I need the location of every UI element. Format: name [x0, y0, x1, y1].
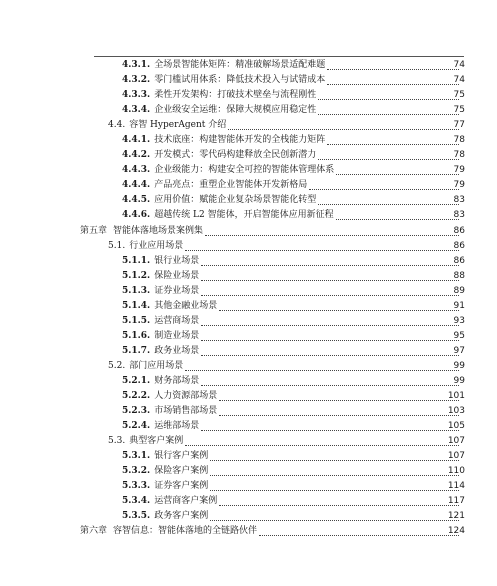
toc-entry-title: 企业级安全运维：保障大规模应用稳定性	[154, 105, 317, 116]
toc-entry[interactable]	[0, 193, 497, 208]
toc-entry-number: 5.3.1.	[122, 451, 151, 462]
toc-entry-heading	[122, 344, 461, 359]
toc-entry-number: 5.1.1.	[122, 255, 151, 266]
dot-leader	[201, 255, 459, 266]
toc-entry-number: 5.3.3.	[122, 481, 151, 492]
toc-entry[interactable]	[0, 58, 497, 73]
toc-entry[interactable]	[0, 494, 497, 509]
toc-entry-page-number: 93	[453, 315, 465, 326]
toc-entry-title: 市场销售部场景	[154, 406, 218, 417]
toc-entry-page-number: 91	[453, 300, 465, 311]
toc-entry-number: 5.1.3.	[122, 285, 151, 296]
toc-entry[interactable]	[0, 73, 497, 88]
dot-leader	[219, 495, 459, 506]
toc-entry-title: 其他金融业场景	[154, 300, 218, 311]
toc-entry-number: 5.1.4.	[122, 300, 151, 311]
dot-leader	[205, 225, 459, 236]
toc-entry[interactable]	[0, 148, 497, 163]
toc-entry-page-number: 83	[453, 210, 465, 221]
toc-entry[interactable]	[0, 404, 497, 419]
dot-leader	[210, 510, 459, 521]
toc-entry-number: 4.4.3.	[122, 165, 151, 176]
dot-leader	[228, 119, 459, 130]
toc-entry-heading	[108, 359, 461, 374]
top-rule	[94, 56, 464, 57]
toc-entry-heading	[122, 509, 461, 524]
toc-entry[interactable]	[0, 449, 497, 464]
toc-entry-title: 制造业场景	[154, 330, 200, 341]
dot-leader	[201, 270, 459, 281]
dot-leader	[210, 465, 459, 476]
toc-entry[interactable]	[0, 269, 497, 284]
toc-entry-heading	[122, 193, 461, 208]
toc-entry-heading	[122, 254, 461, 269]
toc-entry-page-number: 114	[447, 481, 465, 492]
toc-entry-title: 银行业场景	[154, 255, 200, 266]
toc-entry-heading	[122, 299, 461, 314]
toc-entry[interactable]	[0, 524, 497, 539]
dot-leader	[219, 300, 459, 311]
toc-entry-title: 保险业场景	[154, 270, 200, 281]
toc-entry-title: 技术底座：构建智能体开发的全栈能力矩阵	[154, 135, 326, 146]
toc-entry-title: 零门槛试用体系：降低技术投入与试错成本	[154, 75, 326, 86]
toc-entry-heading	[122, 178, 461, 193]
toc-entry-number: 5.2.2.	[122, 391, 151, 402]
toc-entry-title: 行业应用场景	[129, 240, 184, 251]
toc-entry-page-number: 107	[447, 436, 465, 447]
toc-entry-page-number: 86	[453, 240, 465, 251]
toc-entry-title: 部门应用场景	[129, 360, 184, 371]
toc-entry-title: 政务业场景	[154, 345, 200, 356]
toc-entry[interactable]	[0, 359, 497, 374]
toc-entry-heading	[122, 464, 461, 479]
toc-entry-title: 产品亮点：重塑企业智能体开发新格局	[154, 180, 308, 191]
toc-entry-page-number: 79	[453, 180, 465, 191]
toc-entry-heading	[122, 419, 461, 434]
toc-entry[interactable]	[0, 88, 497, 103]
toc-entry-number: 5.2.1.	[122, 375, 151, 386]
toc-entry-title: 财务部场景	[154, 375, 200, 386]
toc-entry-page-number: 117	[447, 496, 465, 507]
dot-leader	[201, 330, 459, 341]
toc-entry-number: 5.3.5.	[122, 511, 151, 522]
toc-entry-title: 运营商场景	[154, 315, 200, 326]
toc-entry-number: 5.2.	[108, 360, 126, 371]
toc-entry-heading	[108, 239, 461, 254]
toc-entry-page-number: 86	[453, 255, 465, 266]
toc-entry-page-number: 101	[447, 391, 465, 402]
toc-entry-heading	[80, 224, 461, 239]
dot-leader	[210, 480, 459, 491]
toc-entry-heading	[122, 133, 461, 148]
toc-entry-number: 5.3.4.	[122, 496, 151, 507]
toc-entry-number: 4.4.6.	[122, 210, 151, 221]
toc-entry[interactable]	[0, 479, 497, 494]
dot-leader	[309, 179, 459, 190]
toc-entry-title: 运营商客户案例	[154, 496, 218, 507]
toc-entry-title: 典型客户案例	[129, 436, 184, 447]
toc-entry-number: 5.1.	[108, 240, 126, 251]
toc-entry-heading	[108, 118, 461, 133]
toc-entry-number: 4.3.2.	[122, 75, 151, 86]
toc-entry-heading	[122, 208, 461, 223]
dot-leader	[318, 104, 459, 115]
dot-leader	[318, 149, 459, 160]
toc-entry-number: 4.3.4.	[122, 105, 151, 116]
toc-entry-heading	[108, 434, 461, 449]
toc-entry-title: 智能体落地场景案例集	[113, 225, 204, 236]
toc-entry-title: 企业级能力：构建安全可控的智能体管理体系	[154, 165, 335, 176]
toc-entry-page-number: 75	[453, 90, 465, 101]
toc-entry-number: 4.4.5.	[122, 195, 151, 206]
toc-entry-page-number: 83	[453, 195, 465, 206]
toc-entry-heading	[122, 103, 461, 118]
toc-entry[interactable]	[0, 239, 497, 254]
toc-entry[interactable]	[0, 419, 497, 434]
toc-entry-page-number: 86	[453, 225, 465, 236]
toc-entry-page-number: 89	[453, 285, 465, 296]
toc-entry-number: 5.1.5.	[122, 315, 151, 326]
dot-leader	[219, 390, 459, 401]
toc-entry-title: 银行客户案例	[154, 451, 209, 462]
toc-entry[interactable]	[0, 464, 497, 479]
toc-entry-number: 4.4.2.	[122, 150, 151, 161]
toc-entry-page-number: 107	[447, 451, 465, 462]
toc-entry[interactable]	[0, 374, 497, 389]
toc-entry-title: 运维部场景	[154, 421, 200, 432]
toc-entry-heading	[122, 163, 461, 178]
toc-entry-heading	[122, 284, 461, 299]
dot-leader	[201, 345, 459, 356]
toc-entry[interactable]	[0, 344, 497, 359]
toc-entry-number: 4.4.	[108, 120, 126, 131]
toc-entry-number: 5.3.2.	[122, 466, 151, 477]
toc-entry-page-number: 79	[453, 165, 465, 176]
toc-entry-number: 5.1.6.	[122, 330, 151, 341]
toc-entry-page-number: 75	[453, 105, 465, 116]
dot-leader	[201, 420, 459, 431]
toc-entry-page-number: 105	[447, 421, 465, 432]
toc-entry-page-number: 97	[453, 345, 465, 356]
dot-leader	[318, 89, 459, 100]
toc-entry[interactable]	[0, 329, 497, 344]
toc-entry-page-number: 88	[453, 270, 465, 281]
toc-entry-heading	[122, 73, 461, 88]
dot-leader	[318, 194, 459, 205]
toc-entry[interactable]	[0, 163, 497, 178]
dot-leader	[259, 525, 459, 536]
toc-entry-number: 5.2.3.	[122, 406, 151, 417]
toc-entry[interactable]	[0, 284, 497, 299]
toc-entry[interactable]	[0, 133, 497, 148]
toc-entry-title: 容智信息：智能体落地的全链路伙伴	[113, 526, 258, 537]
toc-entry-heading	[122, 58, 461, 73]
dot-leader	[185, 435, 459, 446]
toc-entry-heading	[80, 524, 461, 539]
toc-entry-page-number: 74	[453, 75, 465, 86]
toc-entry-page-number: 77	[453, 120, 465, 131]
dot-leader	[210, 450, 459, 461]
toc-entry-heading	[122, 404, 461, 419]
toc-entry-number: 第六章	[80, 526, 108, 537]
toc-entry-number: 第五章	[80, 225, 108, 236]
dot-leader	[201, 375, 459, 386]
toc-entry[interactable]	[0, 509, 497, 524]
toc-entry-page-number: 95	[453, 330, 465, 341]
toc-entry-title: 全场景智能体矩阵：精准破解场景适配难题	[154, 60, 326, 70]
toc-entry-number: 5.1.2.	[122, 270, 151, 281]
toc-entry-heading	[122, 148, 461, 163]
dot-leader	[185, 360, 459, 371]
toc-entry-number: 4.4.1.	[122, 135, 151, 146]
toc-entry[interactable]	[0, 434, 497, 449]
toc-entry-title: 柔性开发架构：打破技术壁垒与流程刚性	[154, 90, 317, 101]
toc-entry-heading	[122, 494, 461, 509]
toc-entry-title: 容智 HyperAgent 介绍	[129, 120, 227, 131]
toc-entry-heading	[122, 479, 461, 494]
toc-entry-heading	[122, 449, 461, 464]
toc-entry-page-number: 99	[453, 375, 465, 386]
toc-entry-page-number: 99	[453, 360, 465, 371]
toc-entry-heading	[122, 374, 461, 389]
toc-entry-number: 5.1.7.	[122, 345, 151, 356]
toc-entry-title: 超越传统 L2 智能体，开启智能体应用新征程	[154, 210, 334, 221]
toc-entry-heading	[122, 269, 461, 284]
dot-leader	[201, 285, 459, 296]
toc-entry-heading	[122, 389, 461, 404]
toc-entry-page-number: 124	[447, 526, 465, 537]
toc-entry-heading	[122, 314, 461, 329]
toc-entry-heading	[122, 88, 461, 103]
toc-entry-title: 保险客户案例	[154, 466, 209, 477]
toc-entry[interactable]	[0, 314, 497, 329]
toc-entry-number: 5.2.4.	[122, 421, 151, 432]
toc-entry-page-number: 74	[453, 60, 465, 70]
toc-entry[interactable]	[0, 118, 497, 133]
dot-leader	[185, 240, 459, 251]
toc-entry-page-number: 78	[453, 150, 465, 161]
table-of-contents	[0, 58, 497, 540]
toc-entry-page-number: 110	[447, 466, 465, 477]
toc-entry-number: 4.3.3.	[122, 90, 151, 101]
toc-entry-title: 人力资源部场景	[154, 391, 218, 402]
toc-entry[interactable]	[0, 103, 497, 118]
toc-entry-title: 证券客户案例	[154, 481, 209, 492]
toc-entry-title: 应用价值：赋能企业复杂场景智能化转型	[154, 195, 317, 206]
toc-entry-page-number: 78	[453, 135, 465, 146]
toc-entry-page-number: 103	[447, 406, 465, 417]
toc-entry-title: 开发模式：零代码构建释放全民创新潜力	[154, 150, 317, 161]
toc-entry[interactable]	[0, 208, 497, 223]
toc-entry-heading	[122, 329, 461, 344]
toc-entry[interactable]	[0, 178, 497, 193]
toc-entry[interactable]	[0, 254, 497, 269]
toc-entry-number: 4.3.1.	[122, 60, 151, 70]
dot-leader	[219, 405, 459, 416]
toc-entry[interactable]	[0, 299, 497, 314]
toc-entry-number: 4.4.4.	[122, 180, 151, 191]
toc-entry[interactable]	[0, 389, 497, 404]
toc-entry-page-number: 121	[447, 511, 465, 522]
dot-leader	[201, 315, 459, 326]
toc-entry-number: 5.3.	[108, 436, 126, 447]
toc-entry-title: 政务客户案例	[154, 511, 209, 522]
toc-entry-title: 证券业场景	[154, 285, 200, 296]
toc-entry[interactable]	[0, 224, 497, 239]
